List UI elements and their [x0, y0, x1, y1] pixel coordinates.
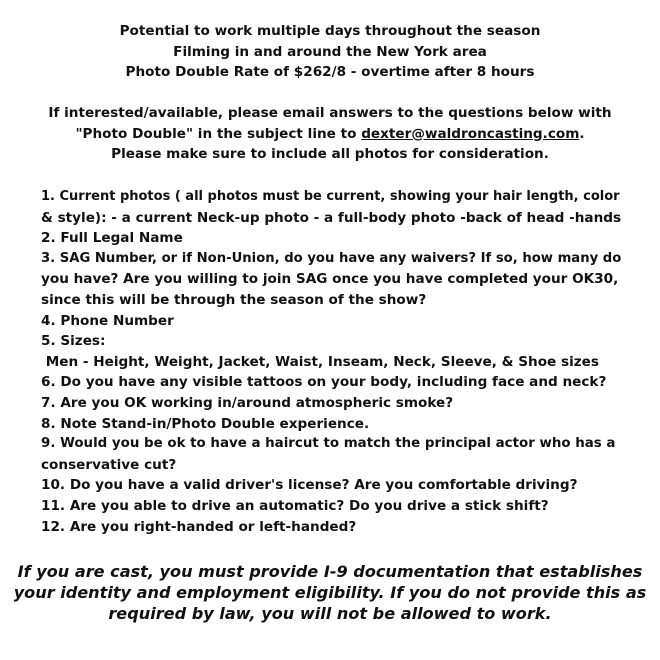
- question-line: 9. Would you be ok to have a haircut to match the principal actor who has a: [41, 436, 616, 452]
- question-line: & style): - a current Neck-up photo - a full-body photo -back of head -hands: [41, 209, 622, 226]
- question-line: 1. Current photos ( all photos must be current, showing your hair length, color: [41, 189, 620, 204]
- notice-line-2: your identity and employment eligibility. If you do not provide this as: [13, 583, 647, 602]
- intro-line-schedule: Potential to work multiple days throughout the season: [119, 23, 541, 39]
- question-line: conservative cut?: [41, 456, 177, 473]
- intro-line-rate: Photo Double Rate of $262/8 - overtime after 8 hours: [125, 64, 535, 80]
- question-list: [41, 187, 621, 537]
- question-line: Men - Height, Weight, Jacket, Waist, Inseam, Neck, Sleeve, & Shoe sizes: [41, 353, 599, 370]
- question-line: 8. Note Stand-in/Photo Double experience.: [41, 415, 370, 432]
- instructions-line-3: Please make sure to include all photos for consideration.: [111, 146, 549, 162]
- project-details: [0, 21, 660, 83]
- instructions-subject-text: "Photo Double" in the subject line to: [75, 125, 362, 142]
- instructions-line-2: [0, 124, 660, 145]
- question-line: 6. Do you have any visible tattoos on your body, including face and neck?: [41, 374, 607, 391]
- instructions-line-1: If interested/available, please email answers to the questions below with: [48, 105, 612, 121]
- question-line: 10. Do you have a valid driver's license? Are you comfortable driving?: [41, 477, 578, 494]
- question-line: 5. Sizes:: [41, 333, 106, 350]
- email-link[interactable]: dexter@waldroncasting.com: [361, 125, 580, 142]
- question-line: 12. Are you right-handed or left-handed?: [41, 518, 357, 535]
- notice-line-3: required by law, you will not be allowed to work.: [108, 604, 552, 623]
- question-line: 3. SAG Number, or if Non-Union, do you have any waivers? If so, how many do: [41, 250, 622, 266]
- question-line: 4. Phone Number: [41, 312, 174, 329]
- question-line: since this will be through the season of the show?: [41, 291, 427, 308]
- question-line: 2. Full Legal Name: [41, 230, 183, 247]
- notice-line-1: If you are cast, you must provide I-9 documentation that establishes: [17, 562, 643, 581]
- question-line: 7. Are you OK working in/around atmospheric smoke?: [41, 394, 454, 411]
- instructions-period: .: [579, 125, 585, 142]
- intro-line-location: Filming in and around the New York area: [173, 43, 487, 60]
- question-line: 11. Are you able to drive an automatic? Do you drive a stick shift?: [41, 497, 549, 514]
- i9-requirement-notice: [0, 561, 660, 624]
- application-instructions: [0, 103, 660, 165]
- question-line: you have? Are you willing to join SAG once you have completed your OK30,: [41, 271, 619, 288]
